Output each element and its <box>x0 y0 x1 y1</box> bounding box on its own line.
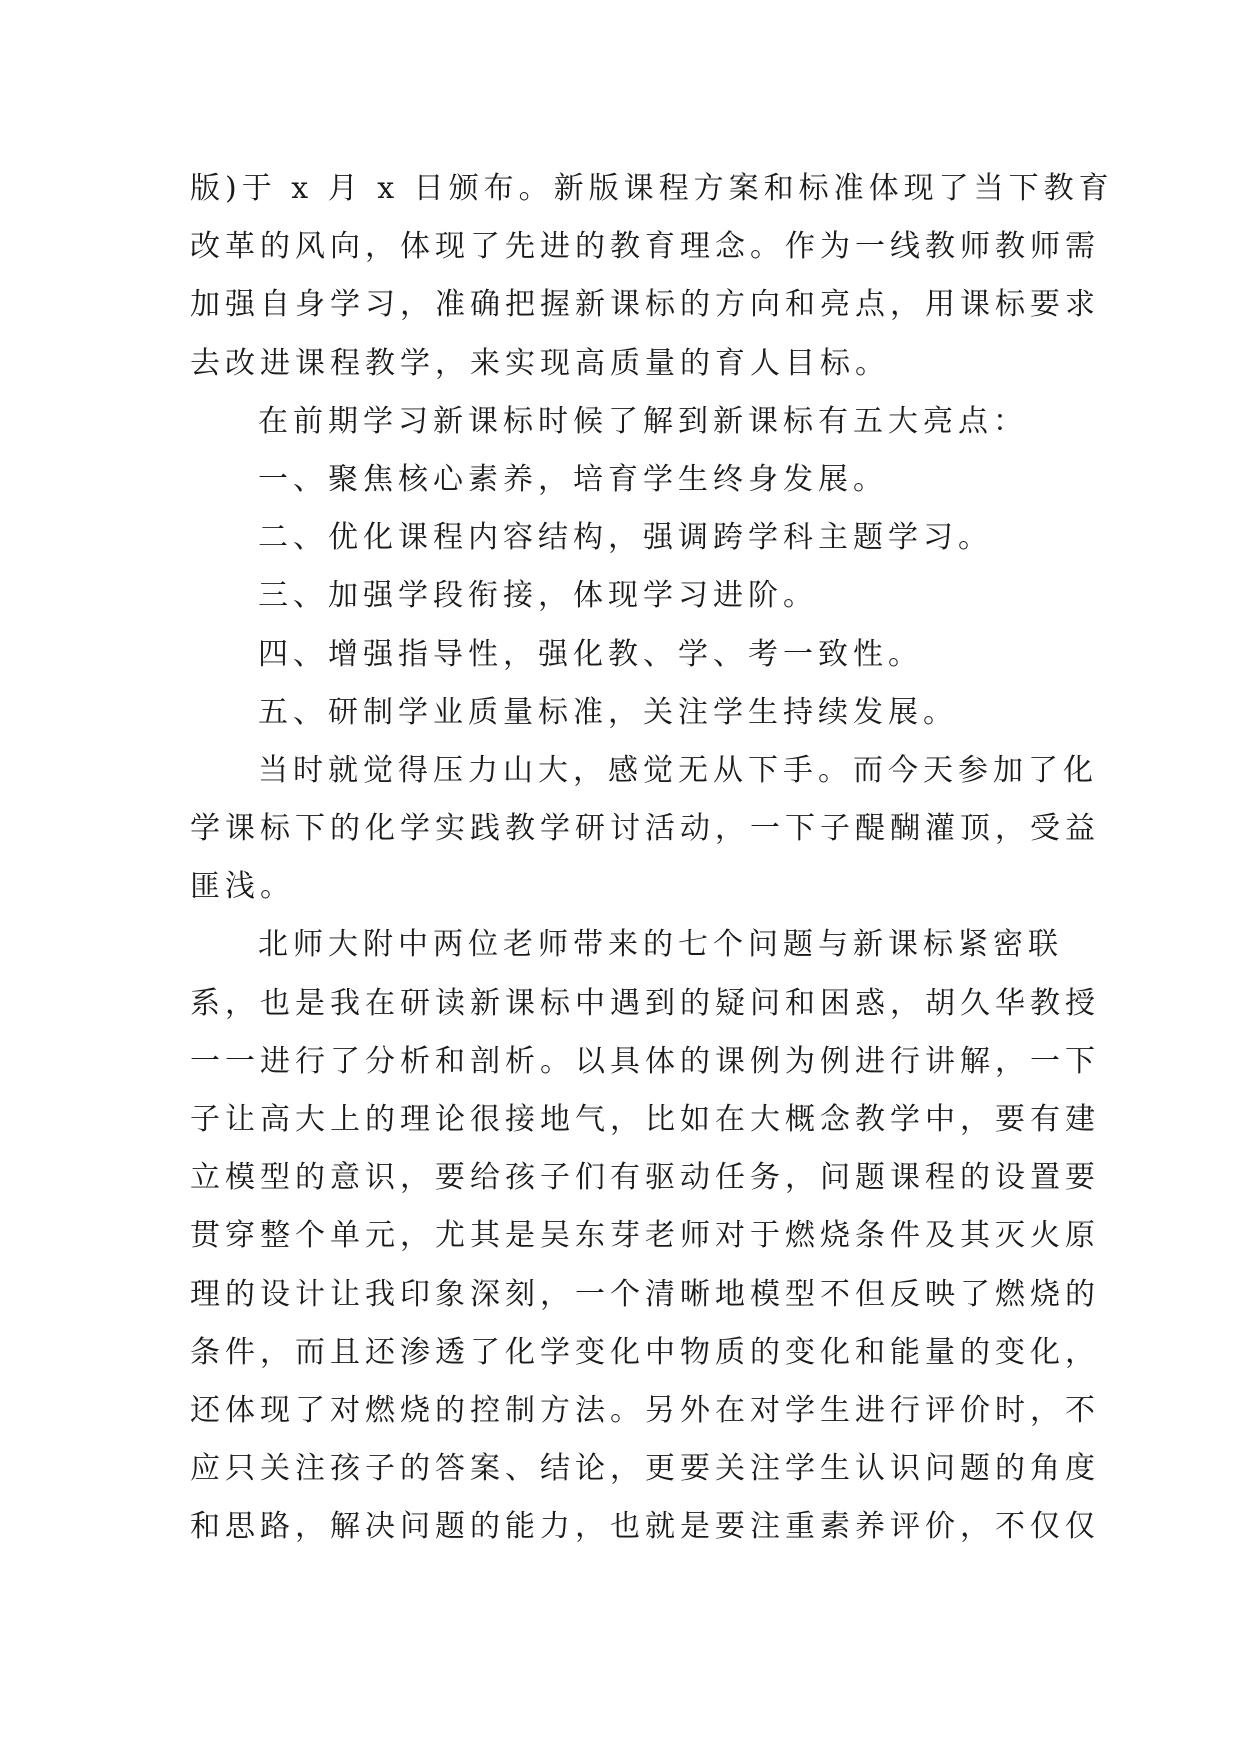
list-item-1: 一、聚焦核心素养，培育学生终身发展。 <box>258 461 888 497</box>
text-line: 一一进行了分析和剖析。以具体的课例为例进行讲解，一下 <box>190 1043 1100 1079</box>
text-line: 立模型的意识，要给孩子们有驱动任务，问题课程的设置要 <box>190 1160 1100 1196</box>
text-line: 子让高大上的理论很接地气，比如在大概念教学中，要有建 <box>190 1102 1100 1137</box>
text-line: 学课标下的化学实践教学研讨活动，一下子醍醐灌顶，受益 <box>190 811 1100 847</box>
body-text <box>190 160 1114 1557</box>
list-item-4: 四、增强指导性，强化教、学、考一致性。 <box>258 636 923 672</box>
text-line: 当时就觉得压力山大，感觉无从下手。而今天参加了化 <box>258 752 1098 788</box>
text-line: 在前期学习新课标时候了解到新课标有五大亮点： <box>258 403 1028 439</box>
text-line: 和思路，解决问题的能力，也就是要注重素养评价，不仅仅 <box>190 1509 1100 1545</box>
list-item-5: 五、研制学业质量标准，关注学生持续发展。 <box>258 694 958 730</box>
text-line: 应只关注孩子的答案、结论，更要关注学生认识问题的角度 <box>190 1451 1100 1487</box>
text-line: 还体现了对燃烧的控制方法。另外在对学生进行评价时，不 <box>190 1392 1100 1428</box>
text-line: 系，也是我在研读新课标中遇到的疑问和困惑，胡久华教授 <box>190 985 1100 1021</box>
text-line: 条件，而且还渗透了化学变化中物质的变化和能量的变化， <box>190 1334 1100 1370</box>
list-item-2: 二、优化课程内容结构，强调跨学科主题学习。 <box>258 520 993 556</box>
text-line: 版)于 x 月 x 日颁布。新版课程方案和标准体现了当下教育 <box>190 171 1114 206</box>
text-line: 加强自身学习，准确把握新课标的方向和亮点，用课标要求 <box>190 287 1100 323</box>
list-item-3: 三、加强学段衔接，体现学习进阶。 <box>258 578 818 614</box>
text-line: 去改进课程教学，来实现高质量的育人目标。 <box>190 345 890 381</box>
text-line: 贯穿整个单元，尤其是吴东芽老师对于燃烧条件及其灭火原 <box>190 1218 1100 1254</box>
text-line: 改革的风向，体现了先进的教育理念。作为一线教师教师需 <box>190 229 1100 265</box>
text-line: 匪浅。 <box>190 869 295 905</box>
text-line: 理的设计让我印象深刻，一个清晰地模型不但反映了燃烧的 <box>190 1276 1100 1312</box>
text-line: 北师大附中两位老师带来的七个问题与新课标紧密联 <box>258 927 1063 963</box>
